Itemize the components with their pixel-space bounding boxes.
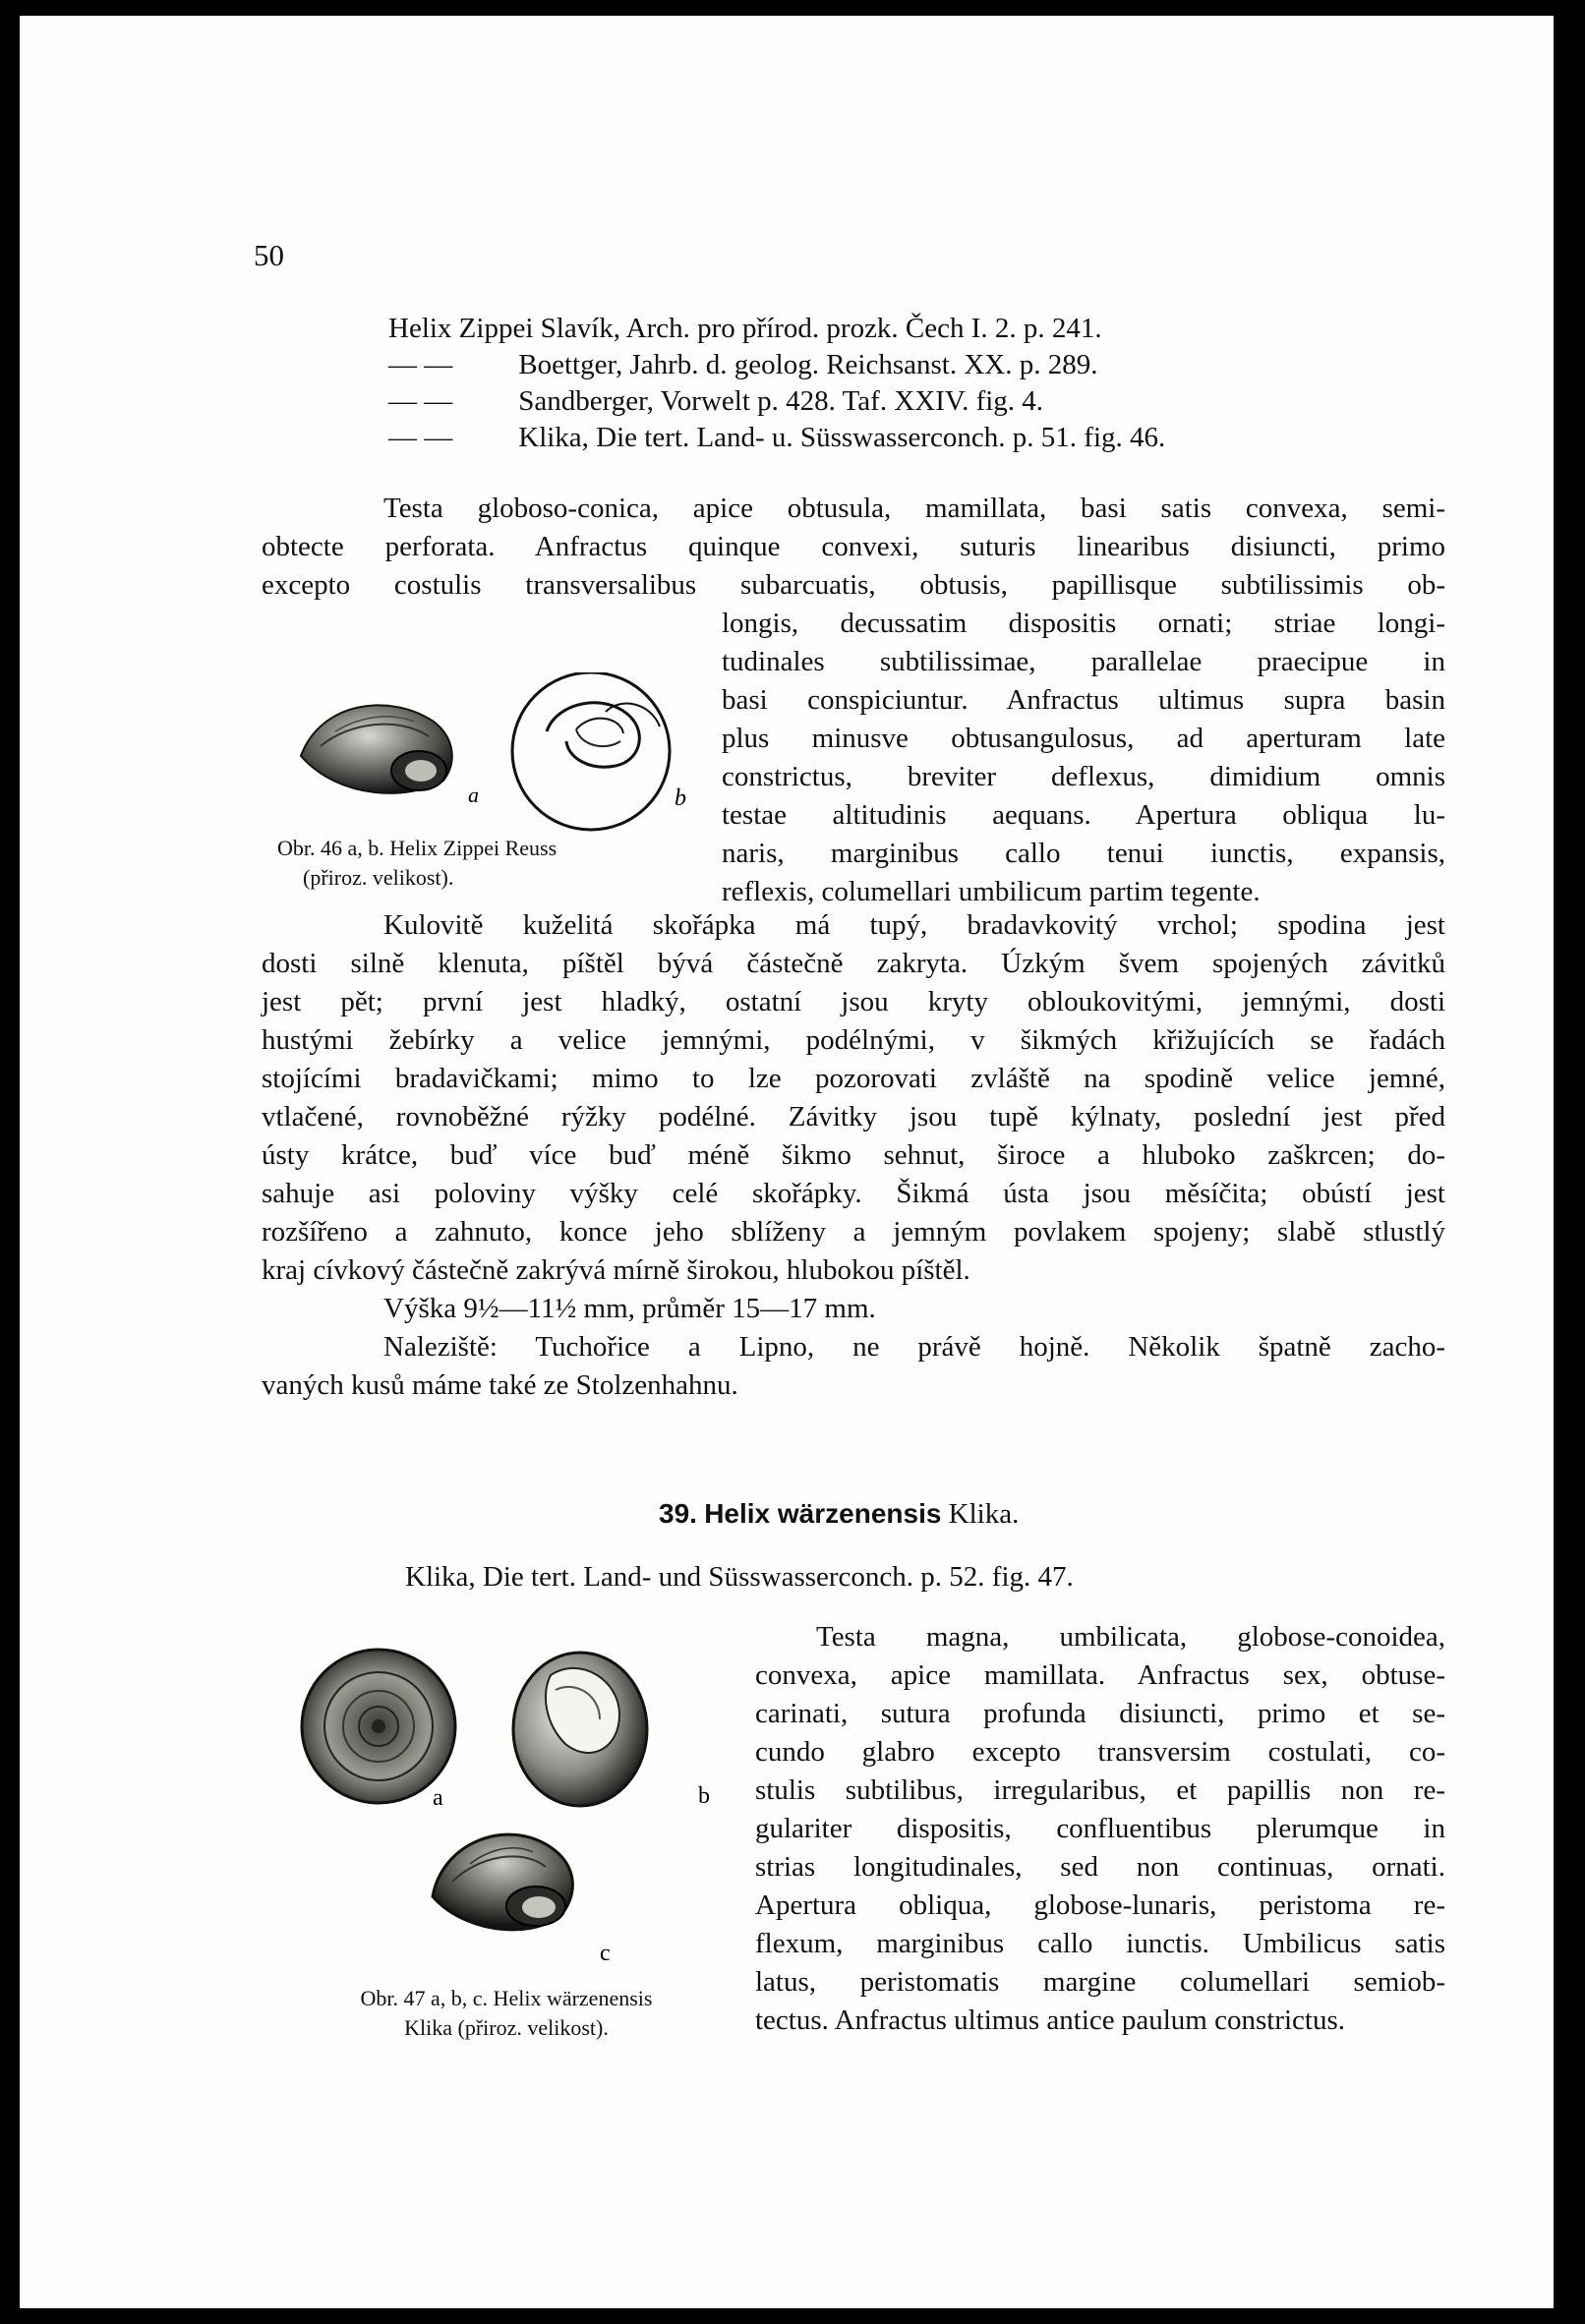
reference-line: — — Boettger, Jahrb. d. geolog. Reichsanst. XX. p. 289.	[388, 349, 1098, 380]
latin-description-39: Testa magna, umbilicata, globose-conoidea, convexa, apice mamillata. Anfractus sex, obtuse- carinati, sutura profunda disiuncti, primo et se- cundo glabro excepto transversim costulati, co- stulis subtilibus, irregularibus, et papillis non re- gulariter dispositis, confluentibus plerumque in strias longitudinales, sed non continuas, ornati. Apertura obliqua, globose-lunaris, peristoma re- flexum, marginibus callo iunctis. Umbilicus satis latus, peristomatis margine columellari semiob- tectus. Anfractus ultimus antice paulum constrictus.	[755, 1621, 1445, 2036]
figure-46-label-b: b	[675, 785, 686, 811]
reference-line: — — Sandberger, Vorwelt p. 428. Taf. XXIV. fig. 4.	[388, 385, 1044, 417]
latin-description-right: longis, decussatim dispositis ornati; striae longi- tudinales subtilissimae, parallelae praecipue in basi conspiciuntur. Anfractus ultimus supra basin plus minusve obtusangulosus, ad aperturam late constrictus, breviter deflexus, dimidium omnis testae altitudinis aequans. Apertura obliqua lu- naris, marginibus callo tenui iunctis, expansis, reflexis, columellari umbilicum partim tegente.	[722, 608, 1445, 907]
reference-line: — — Klika, Die tert. Land- u. Süsswasserconch. p. 51. fig. 46.	[388, 422, 1166, 453]
shell-top-view-a	[302, 1650, 455, 1803]
locality: Naleziště: Tuchořice a Lipno, ne právě hojně. Několik špatně zacho-	[383, 1331, 1445, 1363]
page-number: 50	[254, 238, 284, 272]
figure-47-label-c: c	[600, 1941, 611, 1966]
synonymy-references	[388, 311, 1165, 456]
shell-side-view-a	[301, 705, 452, 792]
section-39-heading: 39. Helix wärzenensis Klika.	[659, 1498, 1020, 1530]
figure-47-label-a: a	[433, 1785, 443, 1811]
figure-47-caption: Obr. 47 a, b, c. Helix wärzenensis Klika (přiroz. velikost).	[360, 1986, 653, 2040]
measurements: Výška 9½—11½ mm, průměr 15—17 mm.	[383, 1293, 876, 1324]
section-39-reference: Klika, Die tert. Land- und Süsswasserconch. p. 52. fig. 47.	[405, 1561, 1074, 1593]
shell-side-view-c	[433, 1834, 572, 1930]
czech-description: Kulovitě kuželitá skořápka má tupý, bradavkovitý vrchol; spodina jest dosti silně klenuta, píštěl bývá částečně zakryta. Úzkým švem spojených závitků jest pět; první jest hladký, ostatní jsou kryty obloukovitými, jemnými, dosti hustými žebírky a velice jemnými, podélnými, v šikmých křižujících se řadách stojícími bradavičkami; mimo to lze pozorovati zvláště na spodině velice jemné, vtlačené, rovnoběžné rýžky podélné. Závitky jsou tupě kýlnaty, poslední jest před ústy krátce, buď více buď méně šikmo sehnut, široce a hluboko zaškrcen; do- sahuje asi poloviny výšky celé skořápky. Šikmá ústa jsou měsíčita; obústí jest rozšířeno a zahnuto, konce jeho sblíženy a jemným povlakem spojeny; slabě stlustlý kraj cívkový částečně zakrývá mírně širokou, hlubokou píštěl. Výška 9½—11½ mm, průměr 15—17 mm. Naleziště: Tuchořice a Lipno, ne právě hojně. Několik špatně zacho- vaných kusů máme také ze Stolzenhahnu.	[262, 909, 1445, 1401]
reference-line: Helix Zippei Slavík, Arch. pro přírod. prozk. Čech I. 2. p. 241.	[388, 313, 1102, 344]
figure-46-caption: Obr. 46 a, b. Helix Zippei Reuss (přiroz. velikost).	[277, 836, 558, 890]
figure-47-label-b: b	[698, 1783, 710, 1809]
shell-outline-b	[512, 672, 670, 830]
shell-aperture-view-b	[513, 1653, 647, 1806]
figure-46-label-a: a	[468, 783, 479, 807]
figure-47-shell-drawings	[295, 1636, 737, 2000]
book-page	[20, 16, 1554, 2308]
latin-description-top: Testa globoso-conica, apice obtusula, mamillata, basi satis convexa, semi- obtecte perforata. Anfractus quinque convexi, suturis linearibus disiuncti, primo excepto costulis transversalibus subarcuatis, obtusis, papillisque subtilissimis ob-	[262, 493, 1445, 601]
